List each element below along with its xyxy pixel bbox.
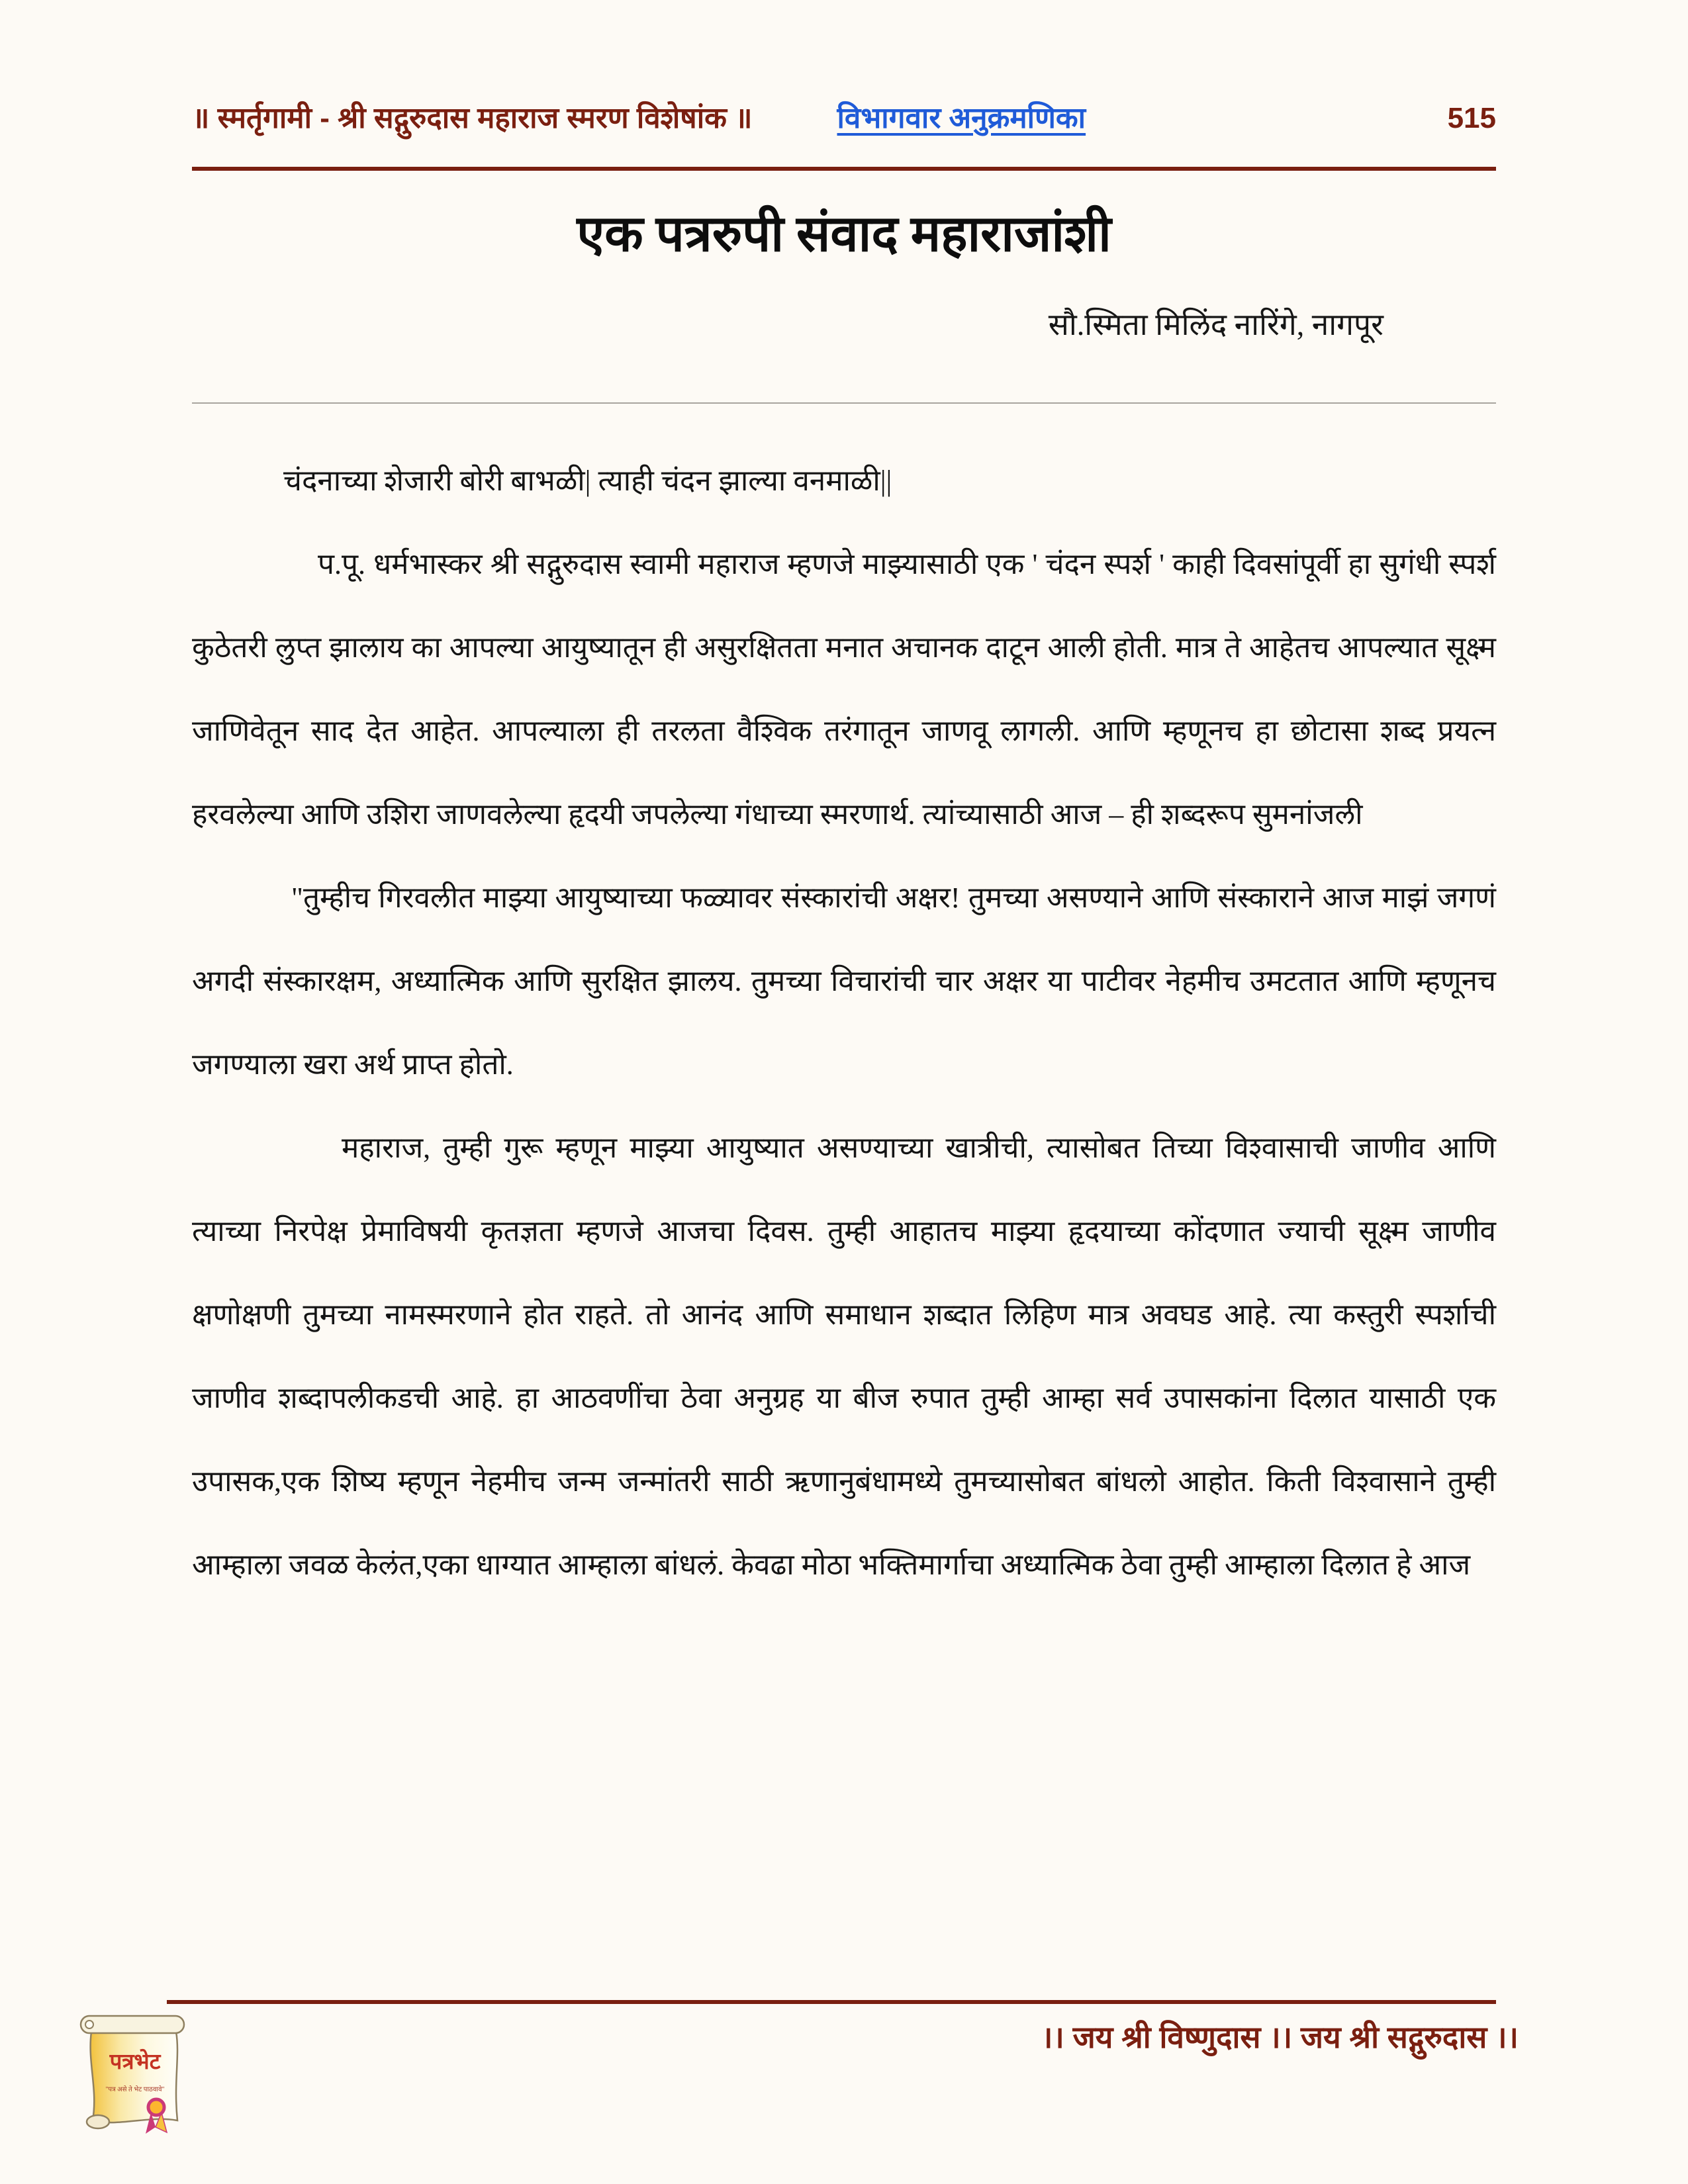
verse-paragraph: चंदनाच्या शेजारी बोरी बाभळी| त्याही चंदन झाल्या वनमाळी||: [283, 465, 892, 497]
body-paragraph-3: महाराज, तुम्ही गुरू म्हणून माझ्या आयुष्यात असण्याच्या खात्रीची, त्यासोबत तिच्या विश्वासाची जाणीव आणि त्याच्या निरपेक्ष प्रेमाविषयी कृतज्ञता म्हणजे आजचा दिवस. तुम्ही आहातच माझ्या हृदयाच्या कोंदणात ज्याची सूक्ष्म जाणीव क्षणोक्षणी तुमच्या नामस्मरणाने होत राहते. तो आनंद आणि समाधान शब्दात लिहिण मात्र अवघड आहे. त्या कस्तुरी स्पर्शाची जाणीव शब्दापलीकडची आहे. हा आठवणींचा ठेवा अनुग्रह या बीज रुपात तुम्ही आम्हा सर्व उपासकांना दिलात यासाठी एक उपासक,एक शिष्य म्हणून नेहमीच जन्म जन्मांतरी साठी ऋणानुबंधामध्ये तुमच्यासोबत बांधलो आहोत. किती विश्वासाने तुम्ही आम्हाला जवळ केलंत,एका धाग्यात आम्हाला बांधलं. केवढा मोठा भक्तिमार्गाचा अध्यात्मिक ठेवा तुम्ही आम्हाला दिलात हे आज: [192, 1132, 1496, 1581]
patrabhet-scroll-logo: [77, 2009, 193, 2140]
scroll-top-roll: [81, 2016, 184, 2033]
byline-separator: [192, 402, 1496, 404]
logo-tagline: "पत्र असे ते भेट पाठवावे": [105, 2086, 165, 2093]
section-index-link[interactable]: विभागवार अनुक्रमणिका: [837, 102, 1086, 134]
rosette-icon: [148, 2099, 164, 2115]
journal-title: ॥ स्मर्तृगामी - श्री सद्गुरुदास महाराज स्मरण विशेषांक ॥: [192, 102, 753, 134]
header-rule: [192, 167, 1496, 171]
scroll-top-hole: [85, 2021, 93, 2028]
page-number: 515: [1447, 102, 1496, 134]
logo-wordmark: पत्रभेट: [109, 2050, 161, 2074]
author-byline: सौ.स्मिता मिलिंद नारिंगे, नागपूर: [1048, 308, 1383, 341]
page-header: [192, 97, 1496, 136]
scroll-bottom-curl: [87, 2115, 109, 2128]
footer-blessing: ।। जय श्री विष्णुदास ।। जय श्री सद्गुरुदास ।।: [1041, 2020, 1519, 2054]
article-title: एक पत्ररुपी संवाद महाराजांशी: [577, 206, 1111, 262]
body-paragraph-2: "तुम्हीच गिरवलीत माझ्या आयुष्याच्या फळ्यावर संस्कारांची अक्षर! तुमच्या असण्याने आणि संस्काराने आज माझं जगणं अगदी संस्कारक्षम, अध्यात्मिक आणि सुरक्षित झालय. तुमच्या विचारांची चार अक्षर या पाटीवर नेहमीच उमटतात आणि म्हणूनच जगण्याला खरा अर्थ प्राप्त होतो.: [192, 882, 1496, 1081]
article-body: [192, 439, 1496, 1607]
body-paragraph-1: प.पू. धर्मभास्कर श्री सद्गुरुदास स्वामी महाराज म्हणजे माझ्यासाठी एक ' चंदन स्पर्श ' काही दिवसांपूर्वी हा सुगंधी स्पर्श कुठेतरी लुप्त झालाय का आपल्या आयुष्यातून ही असुरक्षितता मनात अचानक दाटून आली होती. मात्र ते आहेतच आपल्यात सूक्ष्म जाणिवेतून साद देत आहेत. आपल्याला ही तरलता वैश्विक तरंगातून जाणवू लागली. आणि म्हणूनच हा छोटासा शब्द प्रयत्न हरवलेल्या आणि उशिरा जाणवलेल्या हृदयी जपलेल्या गंधाच्या स्मरणार्थ. त्यांच्यासाठी आज – ही शब्दरूप सुमनांजली: [192, 548, 1496, 831]
footer-rule: [167, 2000, 1496, 2004]
